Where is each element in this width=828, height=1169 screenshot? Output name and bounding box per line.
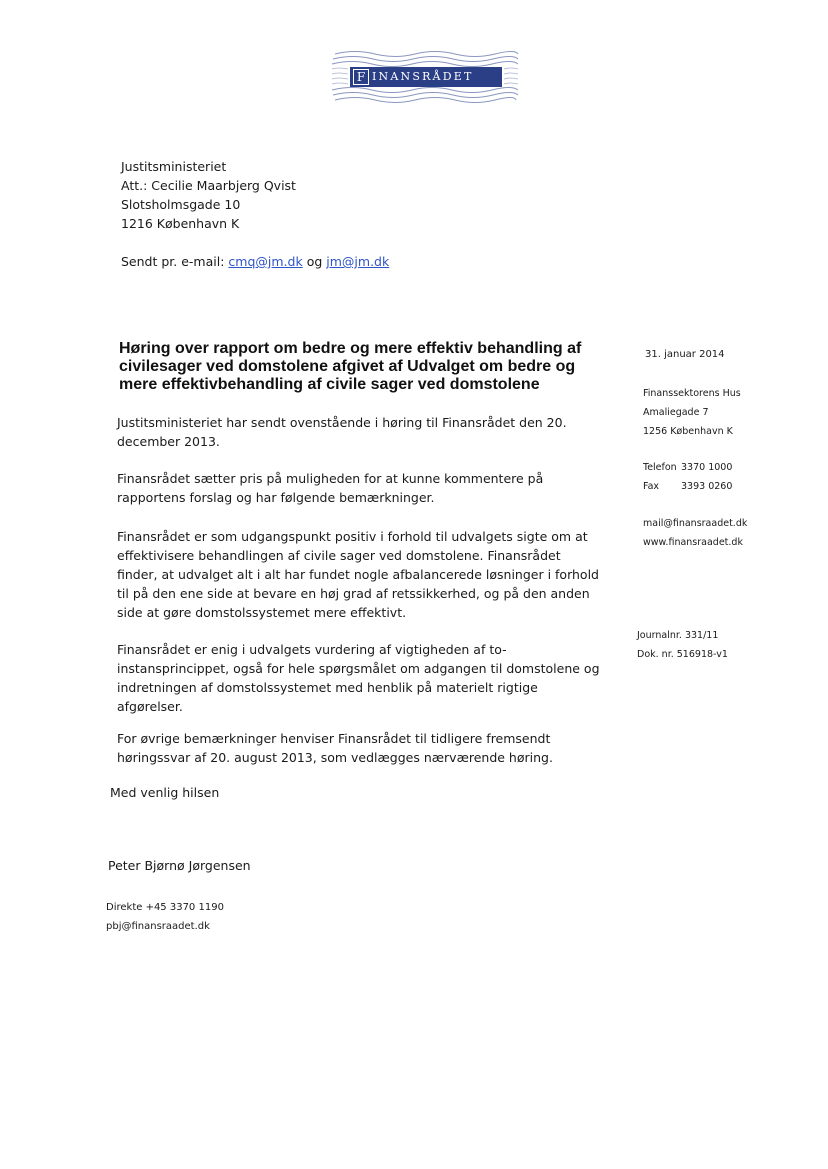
sender-street: Amaliegade 7: [643, 407, 709, 418]
finansraadet-logo: [330, 48, 520, 106]
recipient-line: 1216 København K: [121, 216, 240, 231]
recipient-line: Justitsministeriet: [121, 159, 227, 174]
sender-website: www.finansraadet.dk: [643, 537, 743, 548]
sender-address: [643, 384, 741, 441]
logo-initial: F: [353, 69, 369, 85]
sent-by-email-line: [121, 254, 389, 269]
letter-title: Høring over rapport om bedre og mere effektiv behandling af civilesager ved domstolene afgivet af Udvalget om bedre og mere effektivbehandling af civile sager ved domstolene: [119, 340, 582, 393]
sender-org: Finanssektorens Hus: [643, 388, 741, 399]
signer-direct-phone: Direkte +45 3370 1190: [106, 902, 224, 913]
journal-number: Journalnr. 331/11: [637, 630, 719, 641]
sender-fax-row: [643, 477, 732, 496]
signer-name: Peter Bjørnø Jørgensen: [108, 858, 251, 873]
sender-phone-row: [643, 458, 732, 477]
fax-label: Fax: [643, 481, 660, 492]
body-paragraph: Finansrådet sætter pris på muligheden for at kunne kommentere på rapportens forslag og har følgende bemærkninger.: [117, 471, 544, 505]
body-paragraph: For øvrige bemærkninger henviser Finansrådet til tidligere fremsendt høringssvar af 20. august 2013, som vedlægges nærværende høring.: [117, 731, 553, 765]
recipient-line: Att.: Cecilie Maarbjerg Qvist: [121, 178, 296, 193]
body-paragraph: Justitsministeriet har sendt ovenstående i høring til Finansrådet den 20. december 2013.: [117, 415, 567, 449]
sent-prefix: Sendt pr. e-mail:: [121, 254, 225, 269]
sender-online: [643, 514, 747, 552]
signer-contact: [106, 898, 224, 936]
recipient-address: [121, 157, 296, 233]
signer-email: pbj@finansraadet.dk: [106, 921, 210, 932]
sent-joiner: og: [306, 254, 323, 269]
logo-wordmark: [350, 67, 502, 87]
email-link-jm[interactable]: jm@jm.dk: [326, 254, 390, 269]
document-number: Dok. nr. 516918-v1: [637, 649, 728, 660]
closing-greeting: Med venlig hilsen: [110, 785, 220, 800]
sender-city: 1256 København K: [643, 426, 733, 437]
phone-number: 3370 1000: [681, 462, 733, 473]
phone-label: Telefon: [643, 462, 677, 473]
sender-email: mail@finansraadet.dk: [643, 518, 748, 529]
document-reference: [637, 626, 728, 664]
sender-phone-block: [643, 458, 732, 496]
logo-wordmark-text: INANSRÅDET: [372, 70, 474, 83]
email-link-cmq[interactable]: cmq@jm.dk: [228, 254, 303, 269]
body-paragraph: Finansrådet er som udgangspunkt positiv i forhold til udvalgets sigte om at effektivisere behandlingen af civile sager ved domstolene. Finansrådet finder, at udvalget alt i alt har fundet nogle afbalancerede løsninger i forhold til på den ene side at bevare en høj grad af retssikkerhed, og på den anden side at gøre domstolssystemet mere effektivt.: [117, 529, 599, 620]
fax-number: 3393 0260: [681, 481, 733, 492]
body-paragraph: Finansrådet er enig i udvalgets vurdering af vigtigheden af to-instansprincippet, også for hele spørgsmålet om adgangen til domstolene og indretningen af domstolssystemet med henblik på materielt rigtige afgørelser.: [117, 642, 600, 714]
letter-date: 31. januar 2014: [645, 349, 725, 360]
recipient-line: Slotsholmsgade 10: [121, 197, 241, 212]
